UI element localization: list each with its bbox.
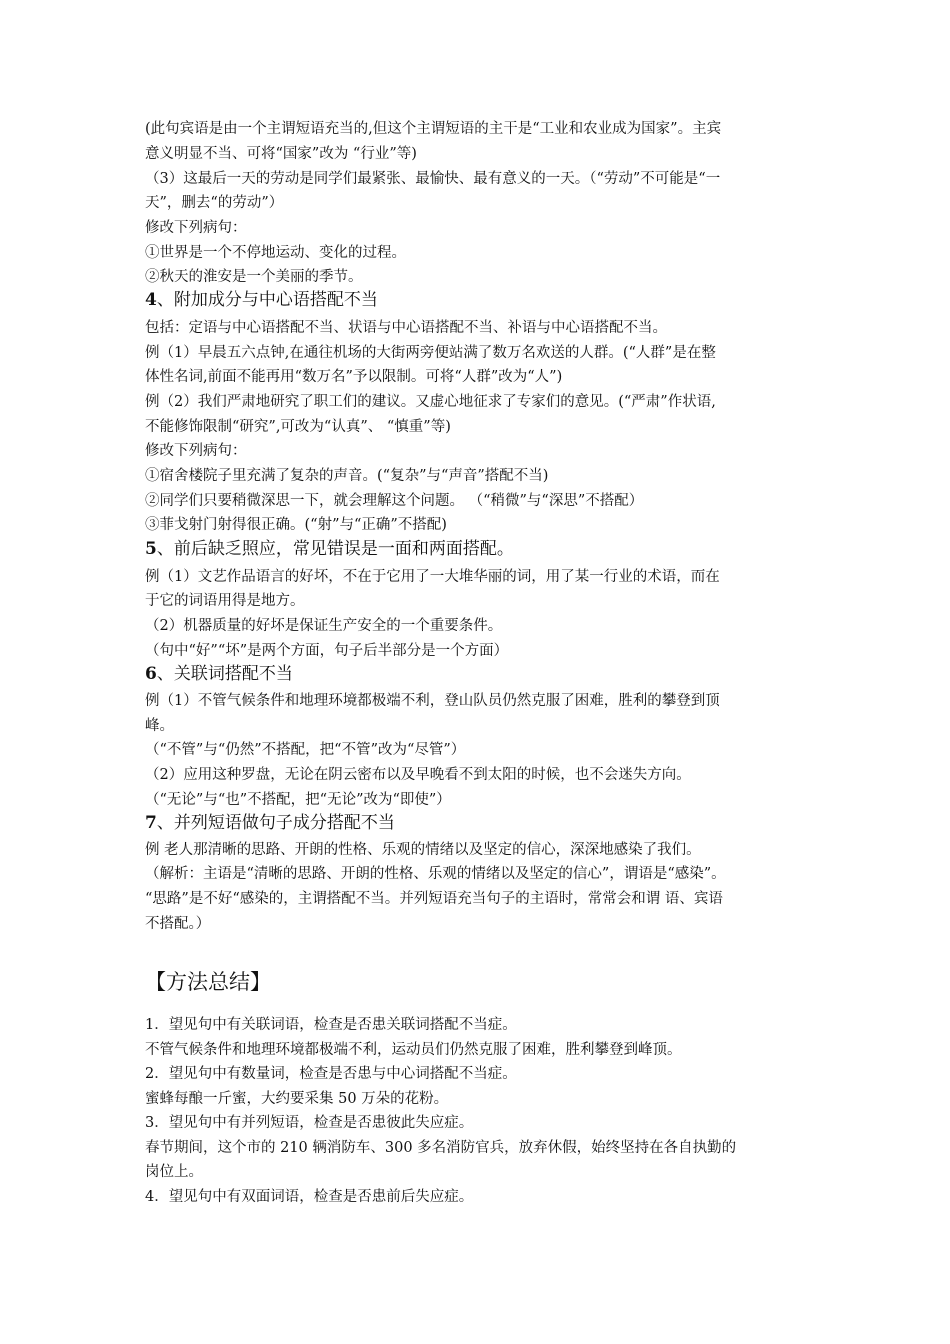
- section-heading-7: [145, 812, 815, 834]
- heading-number: 5: [145, 539, 157, 559]
- paragraph-line: 例（2）我们严肃地研究了职工们的建议。又虚心地征求了专家们的意见。(“严肃”作状语,: [145, 394, 716, 410]
- paragraph-line: 3．望见句中有并列短语，检查是否患彼此失应症。: [145, 1115, 474, 1131]
- paragraph-line: （“不管”与“仍然”不搭配，把“不管”改为“尽管”）: [145, 742, 466, 758]
- paragraph-line: 体性名词,前面不能再用“数万名”予以限制。可将“人群”改为“人”): [145, 369, 563, 385]
- paragraph-line: ①世界是一个不停地运动、变化的过程。: [145, 245, 406, 261]
- paragraph-line: 天”，删去“的劳动”）: [145, 195, 284, 211]
- paragraph-line: （“无论”与“也”不搭配，把“无论”改为“即使”）: [145, 792, 451, 808]
- paragraph-line: 意义明显不当、可将“国家”改为 “行业”等): [145, 146, 417, 162]
- paragraph-line: 春节期间，这个市的 210 辆消防车、300 多名消防官兵，放弃休假，始终坚持在各自执勤的: [145, 1140, 737, 1156]
- heading-text: 、前后缺乏照应，常见错误是一面和两面搭配。: [156, 539, 514, 559]
- heading-text: 、附加成分与中心语搭配不当: [156, 290, 378, 310]
- heading-number: 6: [145, 664, 157, 684]
- paragraph-line: ②同学们只要稍微深思一下，就会理解这个问题。 （“稍微”与“深思”不搭配）: [145, 493, 644, 509]
- section-heading-4: [145, 289, 815, 311]
- paragraph-line: 例（1）早晨五六点钟,在通往机场的大街两旁便站满了数万名欢送的人群。(“人群”是在整: [145, 345, 716, 361]
- paragraph-line: 峰。: [145, 718, 174, 734]
- paragraph-line: 蜜蜂每酿一斤蜜，大约要采集 50 万朵的花粉。: [145, 1091, 449, 1107]
- paragraph-line: 例 老人那清晰的思路、开朗的性格、乐观的情绪以及坚定的信心，深深地感染了我们。: [145, 842, 701, 858]
- paragraph-line: ②秋天的淮安是一个美丽的季节。: [145, 269, 363, 285]
- paragraph-line: 例（1）文艺作品语言的好坏，不在于它用了一大堆华丽的词，用了某一行业的术语，而在: [145, 569, 720, 585]
- paragraph-line: 修改下列病句：: [145, 443, 247, 459]
- paragraph-line: 于它的词语用得是地方。: [145, 593, 305, 609]
- paragraph-line: 不搭配。）: [145, 916, 211, 932]
- paragraph-line: 2．望见句中有数量词，检查是否患与中心词搭配不当症。: [145, 1066, 517, 1082]
- heading-number: 4: [145, 290, 157, 310]
- paragraph-line: (此句宾语是由一个主谓短语充当的,但这个主谓短语的主干是“工业和农业成为国家”。主宾: [145, 121, 722, 137]
- paragraph-line: ③菲戈射门射得很正确。(“射”与“正确”不搭配): [145, 517, 447, 533]
- section-title: 【方法总结】: [145, 970, 271, 994]
- paragraph-line: 4．望见句中有双面词语，检查是否患前后失应症。: [145, 1189, 474, 1205]
- heading-text: 、并列短语做句子成分搭配不当: [156, 813, 395, 833]
- paragraph-line: ①宿舍楼院子里充满了复杂的声音。(“复杂”与“声音”搭配不当): [145, 468, 549, 484]
- section-heading-5: [145, 538, 815, 560]
- heading-text: 、关联词搭配不当: [156, 664, 293, 684]
- paragraph-line: 例（1）不管气候条件和地理环境都极端不利，登山队员仍然克服了困难，胜利的攀登到顶: [145, 693, 720, 709]
- paragraph-line: （句中“好”“坏”是两个方面，句子后半部分是一个方面）: [145, 643, 509, 659]
- paragraph-line: 修改下列病句：: [145, 220, 247, 236]
- paragraph-line: 岗位上。: [145, 1164, 203, 1180]
- paragraph-line: 不管气候条件和地理环境都极端不利，运动员们仍然克服了困难，胜利攀登到峰顶。: [145, 1042, 682, 1058]
- paragraph-line: 不能修饰限制“研究”,可改为“认真”、 “慎重”等): [145, 419, 451, 435]
- paragraph-line: （3）这最后一天的劳动是同学们最紧张、最愉快、最有意义的一天。（“劳动”不可能是“一: [145, 171, 721, 187]
- paragraph-line: “思路”是不好“感染的，主谓搭配不当。并列短语充当句子的主语时，常常会和谓 语、宾语: [145, 891, 723, 907]
- heading-number: 7: [145, 813, 157, 833]
- paragraph-line: 1．望见句中有关联词语，检查是否患关联词搭配不当症。: [145, 1017, 517, 1033]
- paragraph-line: （2）应用这种罗盘，无论在阴云密布以及早晚看不到太阳的时候，也不会迷失方向。: [145, 767, 691, 783]
- paragraph-line: （2）机器质量的好坏是保证生产安全的一个重要条件。: [145, 618, 503, 634]
- section-heading-6: [145, 663, 815, 685]
- paragraph-line: （解析：主语是“清晰的思路、开朗的性格、乐观的情绪以及坚定的信心”，谓语是“感染”。: [145, 866, 726, 882]
- paragraph-line: 包括：定语与中心语搭配不当、状语与中心语搭配不当、补语与中心语搭配不当。: [145, 320, 667, 336]
